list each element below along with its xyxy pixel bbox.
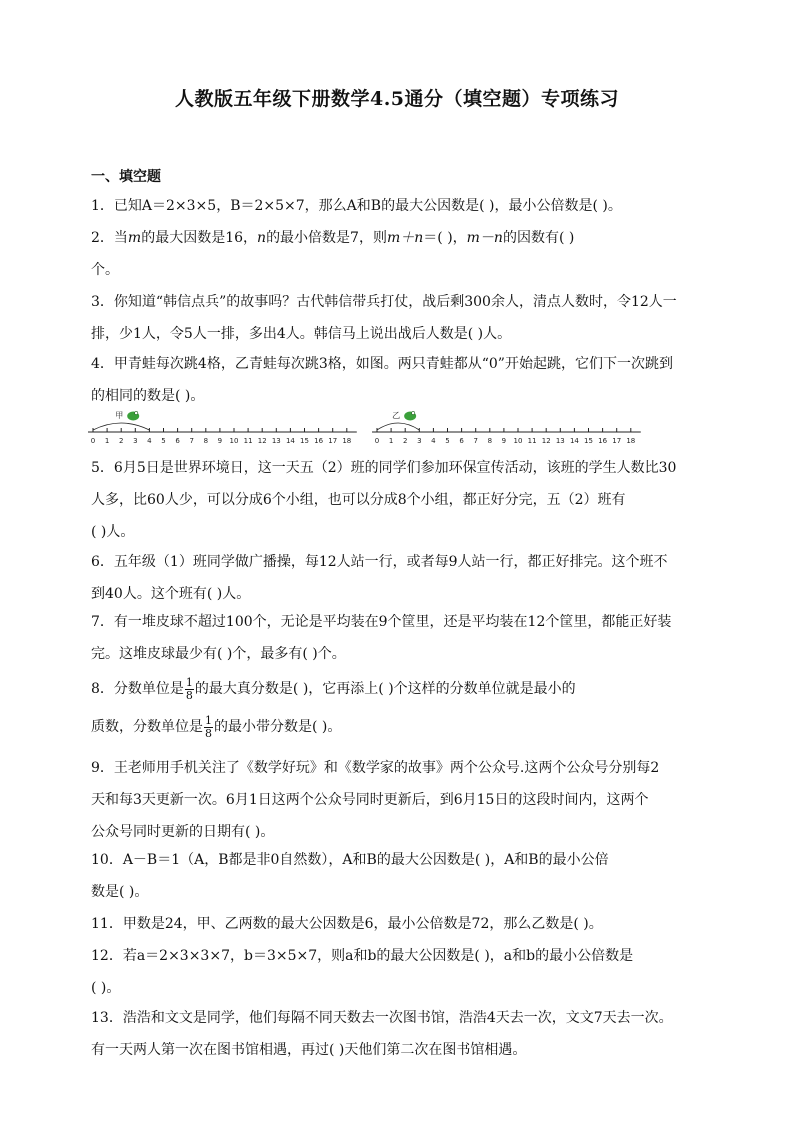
text-segment: ＝( )， — [423, 230, 467, 246]
question-text: 1．已知A＝2×3×5，B＝2×5×7，那么A和B的最大公因数是( )，最小公倍数是( )。 — [91, 198, 622, 214]
question-text-line: 5．6月5日是世界环境日，这一天五（2）班的同学们参加环保宣传活动，该班的学生人数比30 — [91, 460, 677, 476]
text-segment: 8．分数单位是 — [91, 681, 184, 697]
page-title: 人教版五年级下册数学4.5通分（填空题）专项练习 — [174, 88, 620, 110]
tick-label: 0 — [90, 437, 96, 445]
frog-eye-icon — [135, 411, 138, 414]
question-text-line — [91, 708, 711, 746]
tick-label: 4 — [147, 437, 152, 445]
tick-label: 17 — [328, 437, 338, 445]
tick-label: 9 — [501, 437, 507, 445]
question-text-line: 完。这堆皮球最少有( )个，最多有( )个。 — [91, 646, 346, 662]
question-text-line: 11．甲数是24，甲、乙两数的最大公因数是6，最小公倍数是72，那么乙数是( )。 — [91, 916, 603, 932]
tick-label: 14 — [285, 437, 295, 445]
question-9 — [91, 752, 711, 848]
tick-label: 3 — [417, 437, 422, 445]
text-segment: 质数，分数单位是 — [91, 719, 203, 735]
tick-label: 10 — [229, 437, 239, 445]
question-1 — [91, 190, 711, 222]
tick-label: 10 — [513, 437, 523, 445]
text-segment: 的最大真分数是( )，它再添上( )个这样的分数单位就是最小的 — [194, 681, 576, 697]
text-segment: 的最小带分数是( )。 — [214, 719, 342, 735]
question-text-line: 10．A－B＝1（A，B都是非0自然数），A和B的最大公因数是( )，A和B的最小公倍 — [91, 852, 609, 868]
question-13 — [91, 1002, 711, 1066]
tick-label: 17 — [612, 437, 622, 445]
fraction-one-eighth — [204, 715, 213, 740]
fraction-numerator: 1 — [205, 713, 212, 727]
text-segment: 2．当 — [91, 230, 128, 246]
question-7 — [91, 606, 711, 670]
question-text-line: 排，少1人，令5人一排，多出4人。韩信马上说出战后人数是( )人。 — [91, 326, 512, 342]
question-4 — [91, 348, 711, 412]
question-11 — [91, 908, 711, 940]
fraction-denominator: 8 — [205, 726, 212, 740]
tick-label: 0 — [374, 437, 380, 445]
tick-label: 5 — [445, 437, 450, 445]
number-line-figure — [372, 410, 650, 450]
tick-label: 2 — [118, 437, 124, 445]
question-text-line: ( )。 — [91, 980, 121, 996]
tick-label: 12 — [257, 437, 267, 445]
tick-label: 16 — [598, 437, 608, 445]
number-line-figure — [88, 410, 358, 450]
question-text-line: 人多，比60人少，可以分成6个小组，也可以分成8个小组，都正好分完，五（2）班有 — [91, 492, 626, 508]
fraction-one-eighth — [185, 677, 194, 702]
question-8 — [91, 670, 711, 746]
question-10 — [91, 844, 711, 908]
expression: m＋n — [386, 230, 424, 246]
question-text-line: 公众号同时更新的日期有( )。 — [91, 824, 275, 840]
tick-label: 6 — [175, 437, 180, 445]
tick-label: 9 — [217, 437, 223, 445]
question-text-line: 个。 — [91, 262, 119, 278]
frog-eye-icon — [412, 411, 415, 414]
tick-label: 16 — [314, 437, 324, 445]
question-text-line: 4．甲青蛙每次跳4格，乙青蛙每次跳3格，如图。两只青蛙都从“0”开始起跳，它们下一次跳到 — [91, 356, 673, 372]
tick-label: 15 — [584, 437, 593, 445]
question-2 — [91, 222, 711, 286]
question-text-line: 7．有一堆皮球不超过100个，无论是平均装在9个筐里，还是平均装在12个筐里，都能正好装 — [91, 614, 672, 630]
section-heading: 一、填空题 — [91, 169, 161, 185]
tick-label: 1 — [104, 437, 110, 445]
variable-m: m — [127, 230, 142, 246]
text-segment: 的最小倍数是7，则 — [266, 230, 387, 246]
frog-name-label: 乙 — [392, 411, 401, 420]
question-text-line: 3．你知道“韩信点兵”的故事吗？古代韩信带兵打仗，战后剩300余人，清点人数时，令12人一 — [91, 294, 677, 310]
question-text-line: 的相同的数是( )。 — [91, 388, 205, 404]
tick-label: 3 — [133, 437, 138, 445]
tick-label: 8 — [203, 437, 209, 445]
question-text-line — [91, 670, 711, 708]
question-text-line — [91, 222, 711, 254]
text-segment: 的因数有( ) — [502, 230, 575, 246]
tick-label: 15 — [300, 437, 309, 445]
fraction-denominator: 8 — [185, 688, 193, 702]
question-text-line: 到40人。这个班有( )人。 — [91, 586, 251, 602]
question-text-line: ( )人。 — [91, 524, 135, 540]
fraction-numerator: 1 — [185, 675, 193, 689]
tick-label: 14 — [569, 437, 579, 445]
question-text-line: 13．浩浩和文文是同学，他们每隔不同天数去一次图书馆，浩浩4天去一次，文文7天去一次。 — [91, 1010, 673, 1026]
tick-label: 18 — [626, 437, 636, 445]
tick-label: 7 — [473, 437, 478, 445]
tick-label: 7 — [189, 437, 194, 445]
number-line-yi — [372, 410, 650, 450]
tick-label: 11 — [243, 437, 253, 445]
tick-label: 4 — [431, 437, 436, 445]
expression: m－n — [466, 230, 503, 246]
question-text-line: 数是( )。 — [91, 884, 149, 900]
question-text-line: 天和每3天更新一次。6月1日这两个公众号同时更新后，到6月15日的这段时间内，这两个 — [91, 792, 649, 808]
question-3 — [91, 286, 711, 350]
tick-label: 2 — [402, 437, 408, 445]
tick-label: 8 — [487, 437, 493, 445]
tick-label: 18 — [342, 437, 352, 445]
tick-label: 11 — [527, 437, 537, 445]
variable-n: n — [257, 230, 267, 246]
number-line-jia — [88, 410, 358, 450]
tick-label: 13 — [555, 437, 565, 445]
tick-label: 6 — [459, 437, 464, 445]
jump-arc — [377, 423, 419, 430]
question-text-line: 6．五年级（1）班同学做广播操，每12人站一行，或者每9人站一行，都正好排完。这个班不 — [91, 554, 668, 570]
question-text-line: 有一天两人第一次在图书馆相遇，再过( )天他们第二次在图书馆相遇。 — [91, 1042, 527, 1058]
text-segment: 的最大因数是16， — [141, 230, 258, 246]
question-text-line: 12．若a＝2×3×3×7，b＝3×5×7，则a和b的最大公因数是( )，a和b的最小公倍数是 — [91, 948, 634, 964]
question-6 — [91, 546, 711, 610]
tick-label: 13 — [271, 437, 281, 445]
frog-name-label: 甲 — [115, 411, 124, 420]
tick-label: 5 — [161, 437, 166, 445]
question-text-line: 9．王老师用手机关注了《数学好玩》和《数学家的故事》两个公众号.这两个公众号分别每2 — [91, 760, 660, 776]
tick-label: 1 — [388, 437, 394, 445]
question-5 — [91, 452, 711, 548]
question-12 — [91, 940, 711, 1004]
tick-label: 12 — [541, 437, 551, 445]
